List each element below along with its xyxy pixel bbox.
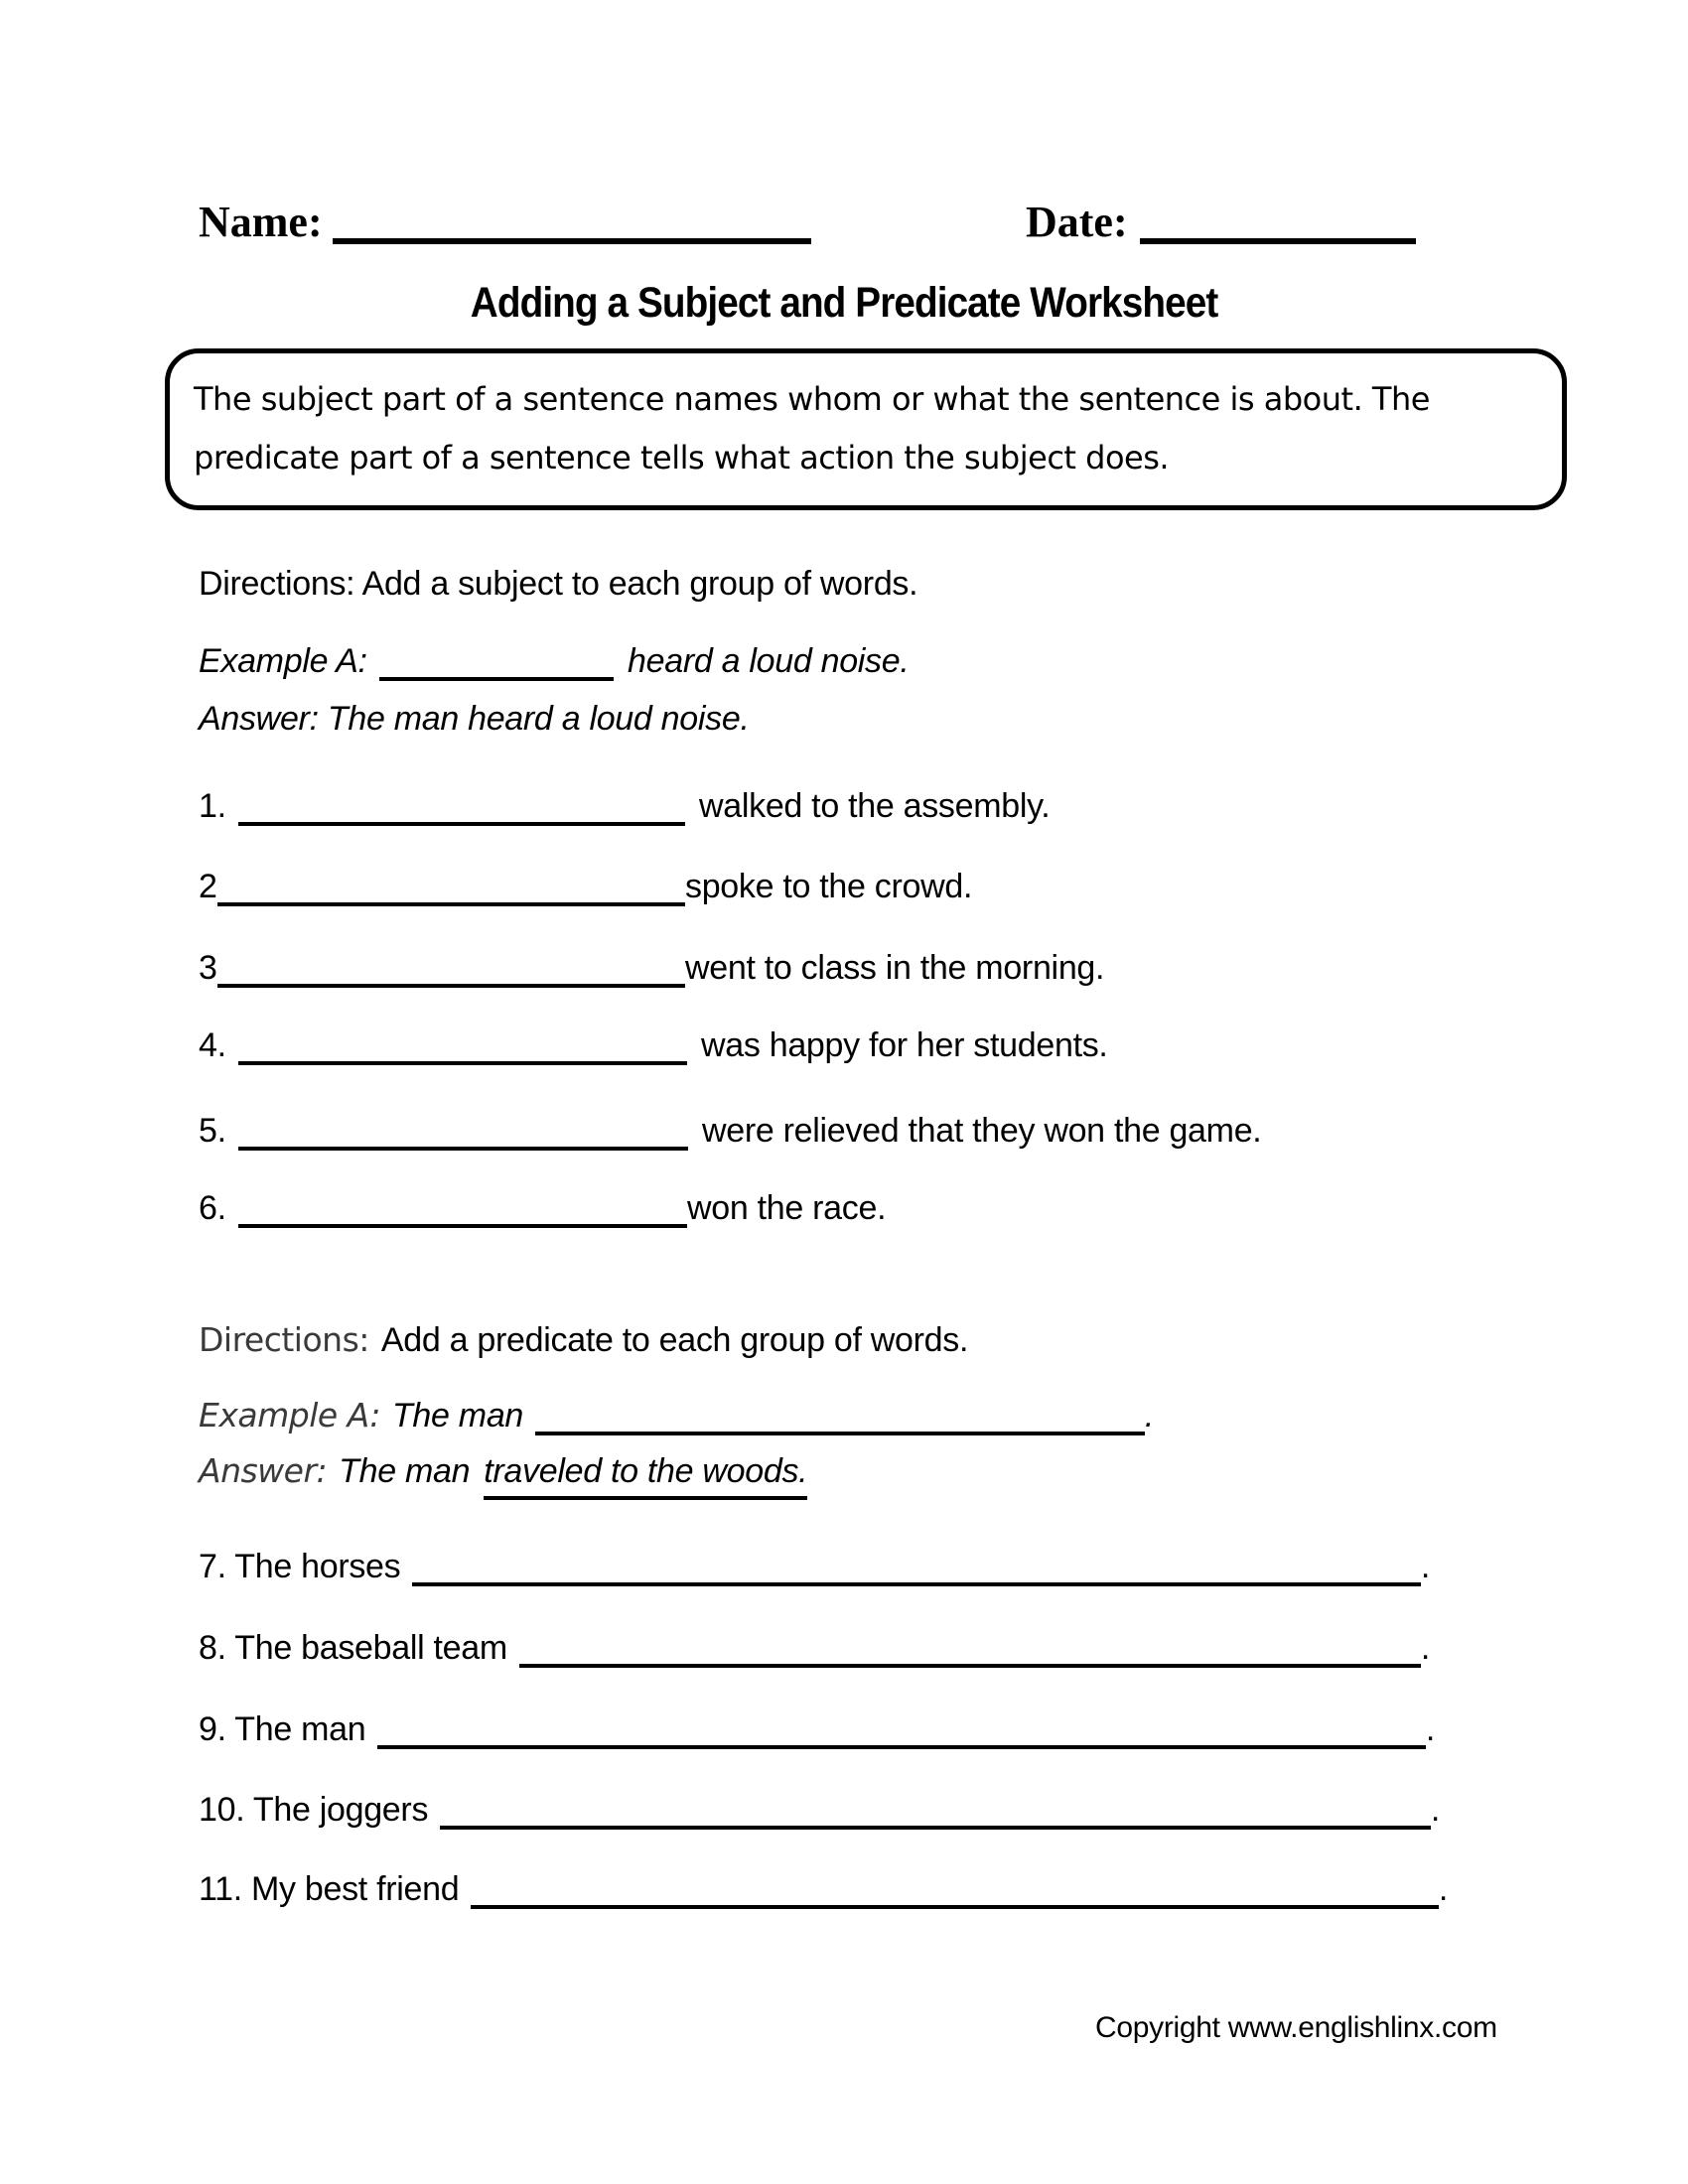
item-row-1	[199, 784, 1050, 828]
answer-2-line	[199, 1449, 807, 1500]
blank-line	[377, 1745, 1425, 1749]
answer-1-line: Answer: The man heard a loud noise.	[199, 700, 750, 738]
name-label: Name:	[199, 198, 323, 246]
item-number: 2	[199, 868, 217, 905]
item-label: 11. My best friend	[199, 1870, 460, 1908]
definition-box	[165, 348, 1567, 510]
directions-2-text: Add a predicate to each group of words.	[380, 1321, 969, 1359]
item-row-10	[199, 1788, 1440, 1832]
blank-line	[238, 1061, 687, 1065]
blank-line	[238, 1224, 687, 1228]
item-number: 3	[199, 949, 217, 987]
item-period: .	[1420, 1548, 1430, 1585]
item-row-9	[199, 1707, 1435, 1751]
item-number: 1.	[199, 787, 226, 825]
definition-text: The subject part of a sentence names whom or what the sentence is about. The predicate part of a sentence tells what action the subject does.	[194, 380, 1430, 477]
answer-2-subject: The man	[339, 1452, 471, 1490]
item-text: went to class in the morning.	[685, 949, 1105, 987]
item-number: 6.	[199, 1189, 226, 1227]
item-row-11	[199, 1867, 1448, 1911]
blank-line	[379, 677, 614, 681]
blank-line	[217, 984, 685, 988]
item-row-2	[199, 865, 972, 908]
example-2-subject: The man	[391, 1397, 524, 1434]
page-title: Adding a Subject and Predicate Worksheet	[470, 279, 1218, 327]
item-period: .	[1438, 1870, 1448, 1908]
example-2-label: Example A:	[199, 1396, 380, 1434]
copyright-text: Copyright www.englishlinx.com	[1095, 2011, 1497, 2044]
item-row-6	[199, 1186, 886, 1230]
date-blank-line	[1140, 234, 1416, 244]
blank-line	[519, 1664, 1421, 1668]
date-label: Date:	[1026, 198, 1128, 246]
item-number: 4.	[199, 1026, 226, 1064]
item-text: walked to the assembly.	[699, 787, 1051, 825]
item-period: .	[1425, 1710, 1435, 1748]
blank-line	[238, 822, 685, 826]
directions-2-label: Directions:	[199, 1320, 369, 1359]
header-row	[199, 197, 1489, 252]
blank-line	[440, 1826, 1431, 1830]
blank-line	[471, 1905, 1439, 1909]
item-label: 7. The horses	[199, 1548, 401, 1585]
item-period: .	[1420, 1629, 1430, 1667]
blank-line	[238, 1147, 688, 1151]
item-number: 5.	[199, 1112, 226, 1150]
blank-line	[535, 1432, 1145, 1435]
example-1-label: Example A:	[199, 642, 367, 680]
name-blank-line	[333, 234, 811, 244]
item-text: were relieved that they won the game.	[702, 1112, 1262, 1150]
date-group	[1026, 197, 1416, 247]
example-1-after: heard a loud noise.	[628, 642, 910, 680]
item-row-5	[199, 1109, 1261, 1153]
item-row-7	[199, 1545, 1430, 1588]
item-label: 10. The joggers	[199, 1791, 429, 1829]
item-label: 8. The baseball team	[199, 1629, 507, 1667]
item-text: was happy for her students.	[701, 1026, 1108, 1064]
directions-2	[199, 1318, 968, 1362]
item-period: .	[1430, 1791, 1440, 1829]
answer-2-predicate: traveled to the woods.	[484, 1449, 807, 1500]
blank-line	[217, 902, 685, 906]
blank-line	[412, 1582, 1420, 1586]
directions-1: Directions: Add a subject to each group of words.	[199, 565, 918, 603]
item-text: won the race.	[687, 1189, 887, 1227]
answer-2-label: Answer:	[199, 1451, 328, 1490]
item-row-4	[199, 1024, 1108, 1067]
example-2-period: .	[1144, 1397, 1154, 1434]
example-2-line	[199, 1394, 1154, 1437]
item-text: spoke to the crowd.	[685, 868, 973, 905]
example-1-line	[199, 639, 910, 683]
item-row-3	[199, 946, 1104, 990]
item-row-8	[199, 1626, 1430, 1670]
item-label: 9. The man	[199, 1710, 366, 1748]
